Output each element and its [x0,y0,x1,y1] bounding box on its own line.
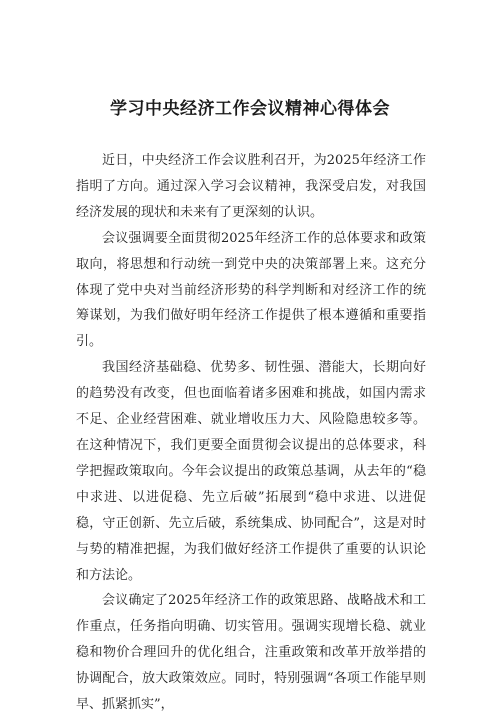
paragraph-3: 我国经济基础稳、优势多、韧性强、潜能大，长期向好的趋势没有改变，但也面临着诸多困难和挑战，如国内需求不足、企业经营困难、就业增收压力大、风险隐患较多等。在这种情况下，我们更要全面贯彻会议提出的总体要求，科学把握政策取向。今年会议提出的政策总基调，从去年的“稳中求进、以进促稳、先立后破”拓展到“稳中求进、以进促稳，守正创新、先立后破，系统集成、协同配合”，这是对时与势的精准把握，为我们做好经济工作提供了重要的认识论和方法论。 [76,360,426,583]
document-title: 学习中央经济工作会议精神心得体会 [110,99,390,119]
paragraph-1: 近日，中央经济工作会议胜利召开，为2025年经济工作指明了方向。通过深入学习会议精神，我深受启发，对我国经济发展的现状和未来有了更深刻的认识。 [76,153,426,220]
paragraph-2: 会议强调要全面贯彻2025年经济工作的总体要求和政策取向，将思想和行动统一到党中央的决策部署上来。这充分体现了党中央对当前经济形势的科学判断和对经济工作的统筹谋划，为我们做好明年经济工作提供了根本遵循和重要指引。 [76,230,426,350]
paragraph-4: 会议确定了2025年经济工作的政策思路、战略战术和工作重点，任务指向明确、切实管用。强调实现增长稳、就业稳和物价合理回升的优化组合，注重政策和改革开放举措的协调配合，放大政策效应。同时，特别强调“各项工作能早则早、抓紧抓实”， [76,593,426,713]
document-body [76,148,426,718]
